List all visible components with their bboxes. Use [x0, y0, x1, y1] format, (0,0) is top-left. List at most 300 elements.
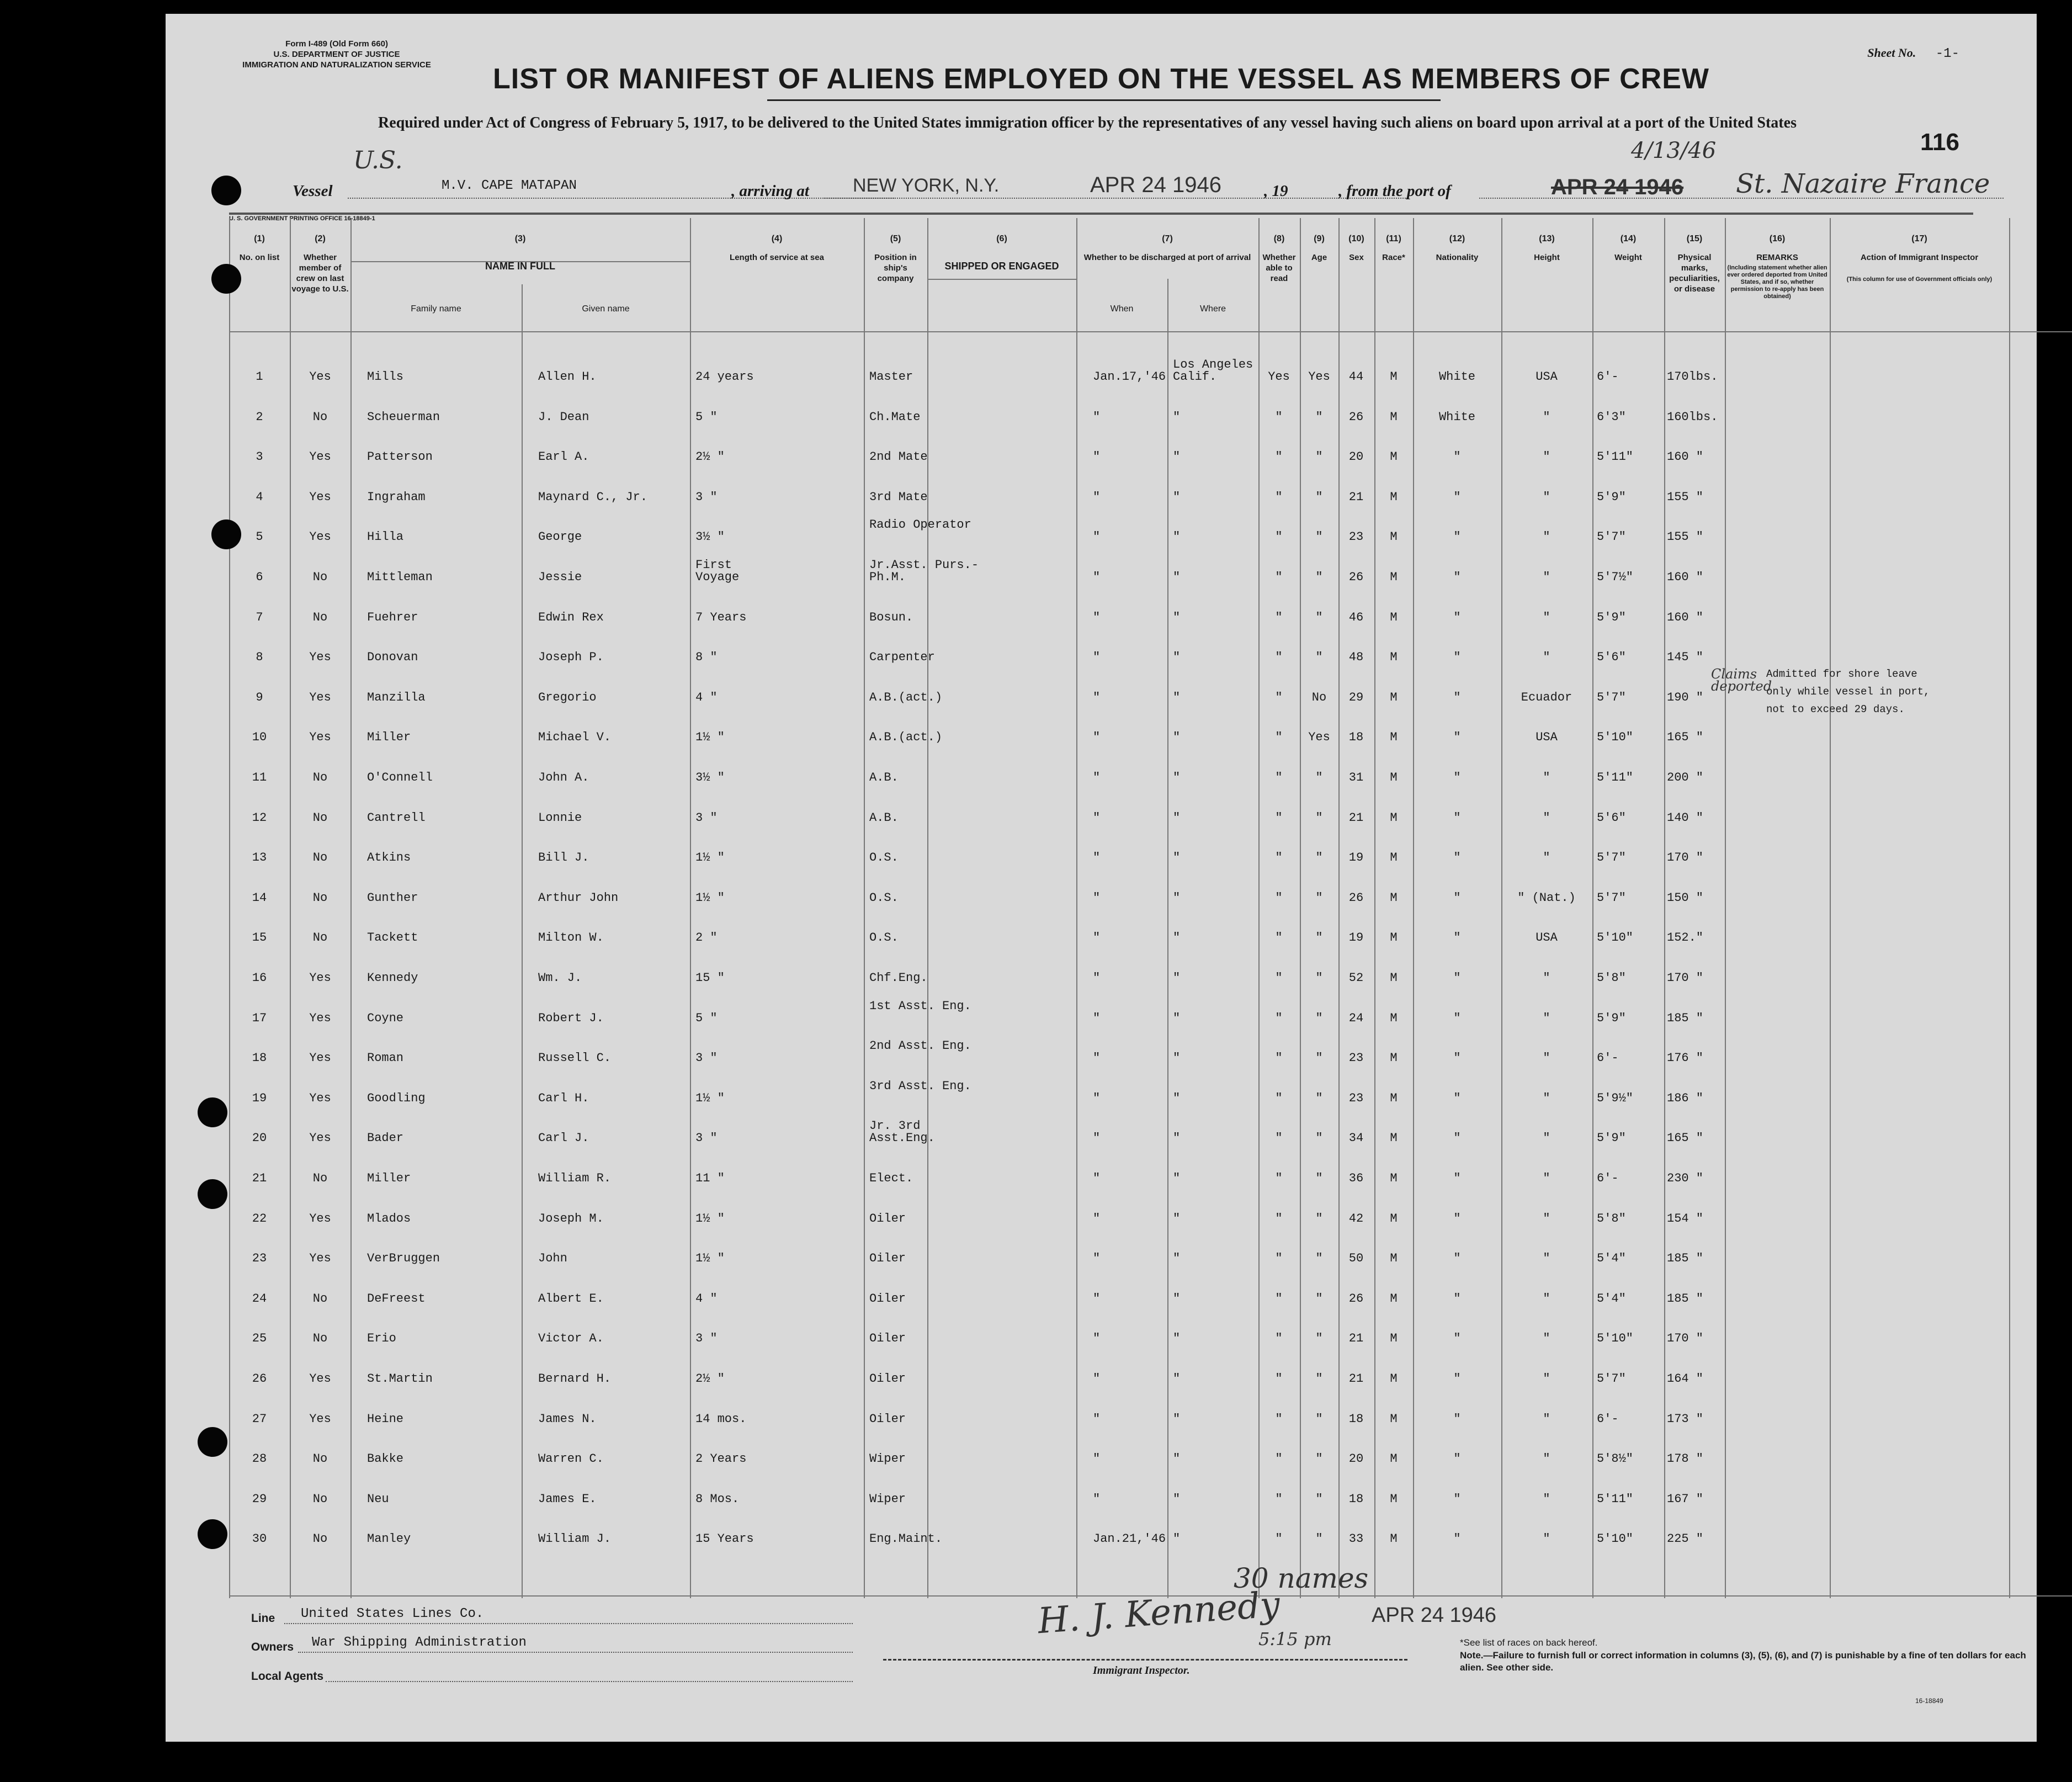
table-cell: ": [1093, 610, 1101, 624]
table-cell: 170 ": [1667, 971, 1704, 985]
table-cell: 23: [252, 1251, 267, 1266]
table-cell: Coyne: [367, 1011, 404, 1025]
table-cell: 19: [1348, 931, 1364, 945]
table-cell: ": [1275, 530, 1283, 544]
table-cell: M: [1390, 490, 1398, 504]
handwritten-departure-date: 4/13/46: [1631, 138, 1717, 163]
table-cell: ": [1173, 931, 1181, 945]
column-number: (3): [514, 234, 526, 243]
table-cell: ": [1453, 971, 1461, 985]
table-cell: USA: [1536, 730, 1558, 745]
inspector-signature: H. J. Kennedy: [1036, 1584, 1282, 1642]
table-cell: No: [312, 1492, 328, 1506]
table-cell: 28: [252, 1452, 267, 1466]
column-rule: [1664, 218, 1665, 1598]
table-cell: 18: [1348, 1492, 1364, 1506]
table-cell: No: [312, 1171, 328, 1185]
table-cell: Yes: [309, 1211, 331, 1226]
table-cell: ": [1275, 1492, 1283, 1506]
manifest-page: [166, 14, 2037, 1742]
table-cell: ": [1453, 530, 1461, 544]
table-cell: Bernard H.: [538, 1372, 612, 1386]
table-cell: ": [1543, 1051, 1550, 1065]
table-cell: Cantrell: [367, 810, 426, 825]
table-cell: ": [1315, 1492, 1323, 1506]
table-cell: ": [1173, 570, 1181, 584]
inspector-label: Immigrant Inspector.: [1093, 1664, 1190, 1677]
table-cell: ": [1093, 450, 1101, 464]
table-cell: ": [1275, 490, 1283, 504]
table-cell: 1½ ": [695, 1251, 725, 1266]
table-cell: 3 ": [695, 490, 718, 504]
table-cell: No: [312, 1291, 328, 1306]
vessel-label: Vessel: [293, 182, 333, 200]
table-cell: No: [312, 570, 328, 584]
table-cell: Bader: [367, 1131, 404, 1145]
table-cell: M: [1390, 730, 1398, 745]
table-cell: 6'3": [1597, 410, 1626, 424]
column-number: (13): [1539, 234, 1555, 243]
table-cell: 145 ": [1667, 650, 1704, 665]
column-rule: [2009, 218, 2010, 1598]
table-cell: ": [1275, 570, 1283, 584]
column-sublabel: When: [1110, 304, 1134, 314]
table-cell: No: [312, 1452, 328, 1466]
table-cell: 21: [1348, 1372, 1364, 1386]
table-cell: 6'-: [1597, 370, 1619, 384]
table-cell: ": [1315, 650, 1323, 665]
table-cell: Tackett: [367, 931, 418, 945]
local-agents-rule: [326, 1681, 853, 1682]
table-cell: Yes: [309, 1251, 331, 1266]
table-cell: ": [1093, 1412, 1101, 1426]
table-cell: ": [1453, 610, 1461, 624]
table-cell: 50: [1348, 1251, 1364, 1266]
table-cell: 1: [256, 370, 263, 384]
column-label: Age: [1311, 253, 1327, 262]
document-subtitle: Required under Act of Congress of February 5, 1917, to be delivered to the United States immigration officer by the representatives of any vessel having such aliens on board upon arrival at a port of the United States: [378, 114, 1797, 131]
table-cell: 6'-: [1597, 1412, 1619, 1426]
table-cell: ": [1275, 610, 1283, 624]
table-cell: 21: [1348, 490, 1364, 504]
table-cell: 190 ": [1667, 690, 1704, 704]
table-cell: ": [1543, 1492, 1550, 1506]
column-number: (1): [254, 234, 265, 243]
note-label: Note.: [1460, 1650, 1484, 1661]
table-cell: 21: [1348, 1332, 1364, 1346]
table-cell: No: [312, 410, 328, 424]
column-rule: [522, 284, 523, 1598]
owners-value: War Shipping Administration: [312, 1635, 527, 1650]
table-cell: 5'7": [1597, 530, 1626, 544]
table-cell: ": [1453, 570, 1461, 584]
column-rule: [350, 218, 352, 1598]
table-cell: 14: [252, 890, 267, 905]
punch-hole: [211, 519, 241, 549]
column-label: SHIPPED OR ENGAGED: [944, 261, 1059, 272]
table-cell: ": [1315, 1532, 1323, 1546]
table-cell: Hilla: [367, 530, 404, 544]
table-cell: Oiler: [869, 1372, 906, 1386]
table-cell: 4 ": [695, 1291, 718, 1306]
table-cell: Oiler: [869, 1251, 906, 1266]
table-cell: 5'10": [1597, 730, 1634, 745]
table-cell: 1½ ": [695, 1091, 725, 1105]
table-cell: 2½ ": [695, 1372, 725, 1386]
table-cell: 52: [1348, 971, 1364, 985]
table-cell: ": [1173, 1131, 1181, 1145]
arrival-port: NEW YORK, N.Y.: [853, 175, 1000, 196]
table-cell: M: [1390, 1372, 1398, 1386]
table-cell: ": [1093, 650, 1101, 665]
table-cell: 1½ ": [695, 1211, 725, 1226]
table-cell: 3½ ": [695, 771, 725, 784]
table-cell: No: [312, 890, 328, 905]
table-cell: Carl J.: [538, 1131, 589, 1145]
table-cell: James N.: [538, 1412, 597, 1426]
table-cell: ": [1543, 410, 1550, 424]
table-cell: 1st Asst. Eng.: [869, 999, 971, 1013]
table-cell: ": [1315, 1332, 1323, 1346]
table-cell: Yes: [309, 530, 331, 544]
table-cell: 160 ": [1667, 450, 1704, 464]
table-cell: Edwin Rex: [538, 610, 604, 624]
table-cell: ": [1453, 1251, 1461, 1266]
table-cell: Victor A.: [538, 1332, 604, 1346]
column-rule: [1338, 218, 1340, 1598]
table-cell: Oiler: [869, 1412, 906, 1426]
table-cell: Gunther: [367, 890, 418, 905]
table-cell: ": [1173, 1211, 1181, 1226]
table-cell: ": [1173, 851, 1181, 865]
table-cell: ": [1275, 1211, 1283, 1226]
table-cell: ": [1543, 1171, 1550, 1185]
table-cell: Oiler: [869, 1291, 906, 1306]
table-cell: ": [1275, 1412, 1283, 1426]
table-cell: ": [1275, 931, 1283, 945]
table-cell: No: [312, 1532, 328, 1546]
column-sublabel: Given name: [582, 304, 630, 314]
table-cell: ": [1173, 1332, 1181, 1346]
table-cell: Gregorio: [538, 690, 597, 704]
table-cell: USA: [1536, 370, 1558, 384]
table-cell: ": [1543, 650, 1550, 665]
table-cell: 2: [256, 410, 263, 424]
table-cell: ": [1543, 810, 1550, 825]
table-cell: 21: [1348, 810, 1364, 825]
table-cell: ": [1543, 1332, 1550, 1346]
table-cell: 2nd Asst. Eng.: [869, 1039, 971, 1053]
table-cell: Jan.17,'46: [1093, 370, 1166, 384]
table-cell: ": [1315, 450, 1323, 464]
table-cell: ": [1093, 1251, 1101, 1266]
table-cell: 178 ": [1667, 1452, 1704, 1466]
table-cell: 26: [252, 1372, 267, 1386]
table-cell: Bakke: [367, 1452, 404, 1466]
table-cell: Ch.Mate: [869, 410, 921, 424]
table-cell: ": [1453, 1532, 1461, 1546]
column-number: (8): [1273, 234, 1285, 243]
table-cell: 20: [1348, 1452, 1364, 1466]
column-number: (5): [890, 234, 901, 243]
table-cell: 5'10": [1597, 1532, 1634, 1546]
table-cell: ": [1315, 410, 1323, 424]
table-cell: 31: [1348, 771, 1364, 784]
table-cell: Yes: [309, 1131, 331, 1145]
table-cell: ": [1543, 450, 1550, 464]
table-cell: 3 ": [695, 1131, 718, 1145]
table-cell: Arthur John: [538, 890, 619, 905]
table-cell: ": [1453, 1051, 1461, 1065]
table-cell: Miller: [367, 1171, 411, 1185]
column-sublabel: Family name: [411, 304, 461, 314]
table-cell: ": [1543, 490, 1550, 504]
vessel-handwritten-prefix: U.S.: [353, 146, 403, 174]
table-cell: Milton W.: [538, 931, 604, 945]
punch-hole: [198, 1097, 227, 1127]
table-cell: 42: [1348, 1211, 1364, 1226]
table-cell: 185 ": [1667, 1011, 1704, 1025]
vessel-name: M.V. CAPE MATAPAN: [442, 178, 577, 193]
table-cell: ": [1453, 771, 1461, 784]
table-cell: Donovan: [367, 650, 418, 665]
table-cell: M: [1390, 1131, 1398, 1145]
table-cell: ": [1275, 1251, 1283, 1266]
sheet-number: -1-: [1935, 46, 1959, 61]
column-note: (This column for use of Government officials only): [1846, 276, 1993, 283]
table-cell: 5'6": [1597, 650, 1626, 665]
column-rule: [927, 218, 928, 1598]
table-cell: M: [1390, 1452, 1398, 1466]
table-cell: ": [1453, 1492, 1461, 1506]
punch-hole: [198, 1427, 227, 1457]
table-cell: ": [1275, 771, 1283, 784]
table-cell: 21: [252, 1171, 267, 1185]
table-cell: 164 ": [1667, 1372, 1704, 1386]
table-cell: ": [1453, 1211, 1461, 1226]
table-cell: ": [1093, 530, 1101, 544]
table-cell: M: [1390, 410, 1398, 424]
table-cell: 46: [1348, 610, 1364, 624]
table-cell: 7: [256, 610, 263, 624]
table-cell: Yes: [309, 1091, 331, 1105]
table-cell: 5'8": [1597, 1211, 1626, 1226]
table-cell: Bosun.: [869, 610, 913, 624]
table-cell: 19: [252, 1091, 267, 1105]
local-agents-label: Local Agents: [251, 1670, 324, 1683]
table-cell: ": [1173, 1091, 1181, 1105]
table-cell: ": [1093, 410, 1101, 424]
table-cell: ": [1315, 1051, 1323, 1065]
table-cell: ": [1275, 1171, 1283, 1185]
table-cell: 23: [1348, 530, 1364, 544]
table-cell: Yes: [1268, 370, 1290, 384]
note-text: —Failure to furnish full or correct information in columns (3), (5), (6), and (7) is punishable by a fine of ten dollars for each alien. See other side.: [1460, 1650, 2026, 1673]
table-cell: ": [1275, 890, 1283, 905]
table-cell: ": [1543, 1251, 1550, 1266]
table-cell: ": [1453, 1372, 1461, 1386]
table-cell: Yes: [309, 1372, 331, 1386]
departure-port: St. Nazaire France: [1736, 168, 1990, 199]
table-cell: 24: [1348, 1011, 1364, 1025]
table-cell: ": [1453, 1291, 1461, 1306]
table-cell: Yes: [1308, 730, 1330, 745]
column-label: Whether to be discharged at port of arrival: [1083, 253, 1251, 262]
table-cell: Lonnie: [538, 810, 582, 825]
column-rule: [1413, 218, 1414, 1598]
table-cell: Patterson: [367, 450, 433, 464]
table-cell: George: [538, 530, 582, 544]
table-cell: ": [1173, 1412, 1181, 1426]
table-cell: 186 ": [1667, 1091, 1704, 1105]
table-cell: ": [1093, 490, 1101, 504]
table-cell: ": [1275, 1532, 1283, 1546]
table-cell: ": [1093, 931, 1101, 945]
table-cell: A.B.: [869, 810, 899, 825]
crossed-date-stamp: APR 24 1946: [1551, 175, 1684, 199]
table-cell: ": [1093, 1011, 1101, 1025]
table-cell: 8 Mos.: [695, 1492, 740, 1506]
column-label: NAME IN FULL: [485, 261, 555, 272]
table-cell: ": [1453, 1011, 1461, 1025]
table-cell: M: [1390, 1011, 1398, 1025]
table-cell: 4 ": [695, 690, 718, 704]
table-cell: 5 ": [695, 410, 718, 424]
crew-table: [229, 218, 1993, 1598]
table-cell: ": [1453, 1131, 1461, 1145]
table-cell: ": [1275, 1131, 1283, 1145]
table-cell: 30: [252, 1532, 267, 1546]
table-cell: Roman: [367, 1051, 404, 1065]
table-cell: ": [1543, 851, 1550, 865]
table-cell: ": [1543, 610, 1550, 624]
column-label: Sex: [1349, 253, 1364, 262]
table-cell: M: [1390, 570, 1398, 584]
penalty-note: [1460, 1650, 2028, 1674]
table-cell: Yes: [309, 1412, 331, 1426]
table-cell: First Voyage: [695, 558, 740, 584]
table-cell: No: [312, 931, 328, 945]
table-cell: ": [1173, 1251, 1181, 1266]
table-cell: 48: [1348, 650, 1364, 665]
table-cell: A.B.(act.): [869, 690, 943, 704]
column-number: (12): [1449, 234, 1465, 243]
table-cell: ": [1315, 931, 1323, 945]
table-cell: 170lbs.: [1667, 370, 1718, 384]
table-cell: Neu: [367, 1492, 389, 1506]
table-cell: 5'11": [1597, 450, 1634, 464]
table-cell: Yes: [309, 730, 331, 745]
table-cell: ": [1093, 1131, 1101, 1145]
sheet-number-field: [1867, 46, 1959, 61]
table-cell: A.B.(act.): [869, 730, 943, 745]
table-cell: ": [1315, 530, 1323, 544]
table-cell: 27: [252, 1412, 267, 1426]
table-cell: 15 Years: [695, 1532, 754, 1546]
row9-handwritten-remark: Claims deported: [1711, 666, 1772, 694]
table-cell: M: [1390, 650, 1398, 665]
table-cell: ": [1275, 450, 1283, 464]
table-cell: 5'4": [1597, 1291, 1626, 1306]
table-cell: 16: [252, 971, 267, 985]
column-rule: [1830, 218, 1831, 1598]
table-cell: ": [1315, 490, 1323, 504]
punch-hole: [198, 1519, 227, 1549]
table-cell: 5'7": [1597, 690, 1626, 704]
table-cell: Yes: [309, 690, 331, 704]
table-cell: 14 mos.: [695, 1412, 747, 1426]
page-number: 116: [1920, 129, 1959, 156]
table-cell: ": [1093, 810, 1101, 825]
column-rule: [290, 218, 291, 1598]
table-cell: 29: [1348, 690, 1364, 704]
table-cell: ": [1093, 851, 1101, 865]
table-cell: 3 ": [695, 810, 718, 825]
table-cell: 5'8": [1597, 971, 1626, 985]
table-cell: ": [1275, 650, 1283, 665]
table-cell: Yes: [309, 650, 331, 665]
table-cell: 5'6": [1597, 810, 1626, 825]
table-cell: 154 ": [1667, 1211, 1704, 1226]
table-cell: 185 ": [1667, 1251, 1704, 1266]
table-cell: Jan.21,'46: [1093, 1532, 1166, 1546]
service-name: IMMIGRATION AND NATURALIZATION SERVICE: [242, 60, 431, 70]
table-cell: 24 years: [695, 370, 754, 384]
table-cell: Wiper: [869, 1492, 906, 1506]
form-code: 16-18849: [1915, 1697, 1943, 1705]
table-cell: ": [1093, 690, 1101, 704]
table-cell: Fuehrer: [367, 610, 418, 624]
table-cell: Yes: [1308, 370, 1330, 384]
table-cell: 6'-: [1597, 1051, 1619, 1065]
table-cell: Bill J.: [538, 851, 589, 865]
column-number: (6): [996, 234, 1007, 243]
form-number: Form I-489 (Old Form 660): [285, 39, 388, 49]
races-note: *See list of races on back hereof.: [1460, 1637, 1598, 1648]
table-cell: Michael V.: [538, 730, 612, 745]
table-cell: ": [1543, 530, 1550, 544]
table-cell: Carl H.: [538, 1091, 589, 1105]
table-cell: 1½ ": [695, 730, 725, 745]
column-rule: [690, 218, 691, 1598]
line-label: Line: [251, 1612, 275, 1625]
column-number: (7): [1162, 234, 1173, 243]
table-cell: 24: [252, 1291, 267, 1306]
table-cell: ": [1543, 771, 1550, 784]
table-cell: O.S.: [869, 890, 899, 905]
table-cell: ": [1275, 810, 1283, 825]
owners-label: Owners: [251, 1641, 294, 1653]
column-number: (4): [771, 234, 783, 243]
table-cell: M: [1390, 971, 1398, 985]
table-cell: ": [1275, 690, 1283, 704]
table-cell: ": [1315, 570, 1323, 584]
table-cell: White: [1438, 410, 1475, 424]
table-cell: 5'4": [1597, 1251, 1626, 1266]
column-label: Nationality: [1436, 253, 1479, 262]
column-note: (Including statement whether alien ever ordered deported from United States, and if so, whether permission to re-apply has been obtained): [1727, 264, 1827, 300]
table-cell: ": [1543, 1372, 1550, 1386]
table-cell: 155 ": [1667, 530, 1704, 544]
table-cell: ": [1173, 690, 1181, 704]
table-cell: 5'9": [1597, 610, 1626, 624]
inspector-signature-line: [883, 1659, 1407, 1661]
table-cell: ": [1173, 1532, 1181, 1546]
table-cell: ": [1275, 851, 1283, 865]
table-cell: No: [312, 851, 328, 865]
table-cell: 5'7½": [1597, 570, 1634, 584]
table-cell: Master: [869, 370, 913, 384]
